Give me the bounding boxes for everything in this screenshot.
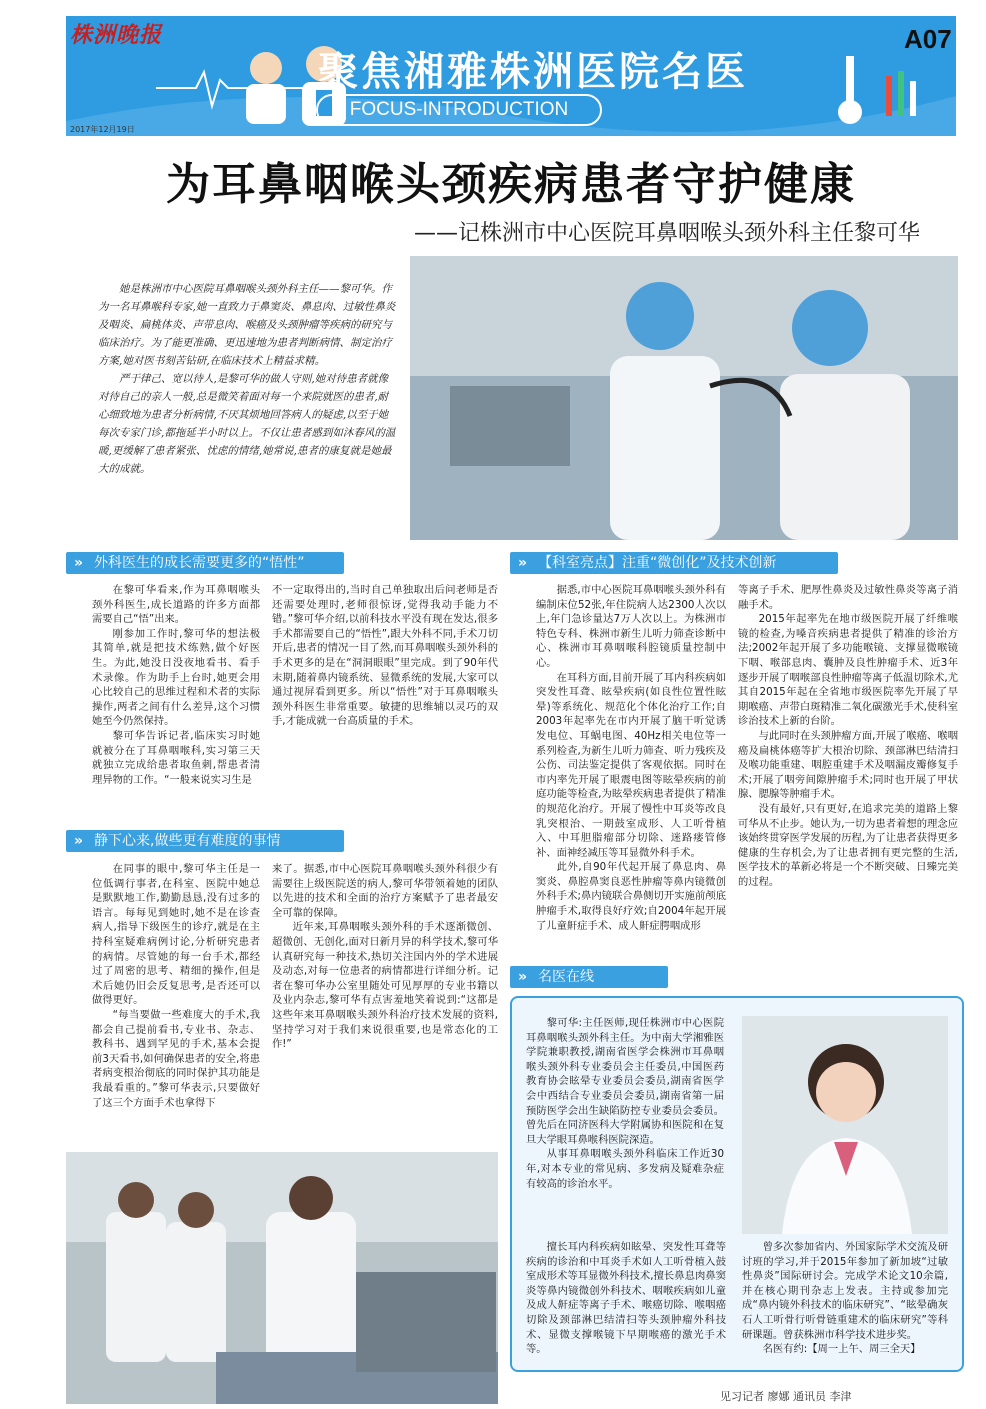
- page-number: A07: [904, 24, 952, 54]
- section-heading-doctor-online: » 名医在线: [510, 966, 668, 988]
- headline: 为耳鼻咽喉头颈疾病患者守护健康: [166, 159, 856, 210]
- section-calm-col2: [272, 862, 498, 1052]
- paragraph: 来了。据悉,市中心医院耳鼻咽喉头颈外科很少有需要往上级医院送的病人,黎可华带领着她的团队以先进的技术和全面的治疗方案赋予了患者最安全可靠的保障。: [272, 863, 498, 919]
- banner-title: 聚焦湘雅株洲医院名医: [318, 49, 748, 95]
- paragraph: 与此同时在头颈肿瘤方面,开展了喉癌、喉咽癌及扁桃体癌等扩大根治切除、颈部淋巴结清扫及喉功能重建、咽腔重建手术及咽漏皮瓣修复手术;开展了咽旁间隙肿瘤手术;同时也开展了甲状腺、腮腺等肿瘤手术。: [738, 729, 958, 801]
- paragraph: 2015年起率先在地市级医院开展了纤维喉镜的检查,为嗓音疾病患者提供了精准的诊治方法;2002年起开展了多功能喉镜、支撑显微喉镜下咽、喉部息肉、囊肿及良性肿瘤手术、近3年逐步开展了咽喉部良性肿瘤等离子低温切除术,尤其自2015年起在全省地市级医院率先开展了早期喉癌、声带白斑精准二氧化碳激光手术,使科室诊治技术上新的台阶。: [738, 613, 958, 728]
- byline-credit: 见习记者 廖娜 通讯员 李津: [720, 1390, 852, 1403]
- paragraph: 此外,自90年代起开展了鼻息肉、鼻窦炎、鼻腔鼻窦良恶性肿瘤等鼻内镜微创外科手术;鼻内镜联合鼻侧切开实施前颅底肿瘤手术,取得良好疗效;自2004年起开展了儿童鼾症手术、成人鼾症腭咽成形: [536, 861, 726, 932]
- banner-subtitle: FOCUS-INTRODUCTION: [316, 94, 602, 126]
- section-growth-col1: [92, 583, 260, 787]
- doctor-schedule: 名医有约:【周一上午、周三全天】: [762, 1343, 921, 1356]
- paragraph: 据悉,市中心医院耳鼻咽喉头颈外科有编制床位52张,年住院病人达2300人次以上,年门急诊量达7万人次以上。为株洲市特色专科、株洲市新生儿听力筛查诊断中心、株洲市耳鼻咽喉科腔镜质量控制中心。: [536, 584, 726, 669]
- paragraph: 没有最好,只有更好,在追求完美的道路上黎可华从不止步。她认为,一切为患者着想的理念应该始终贯穿医学发展的历程,为了让患者获得更多健康的生存机会,为了让患者拥有更完整的生活,医学技术的革新必将是一个不断突破、日臻完美的过程。: [738, 802, 958, 888]
- subheadline: ——记株洲市中心医院耳鼻咽喉头颈外科主任黎可华: [413, 221, 920, 246]
- doctor-specialties-text: [526, 1240, 726, 1357]
- intro-paragraph: 严于律己、宽以待人,是黎可华的做人守则,她对待患者就像对待自己的亲人一般,总是微笑着面对每一个来院就医的患者,耐心细致地为患者分析病情,不厌其烦地回答病人的疑虑,以至于她每次专家门诊,都拖延半小时以上。不仅让患者感到如沐春风的温暖,更缓解了患者紧张、忧虑的情绪,她常说,患者的康复就是她最大的成就。: [98, 373, 396, 475]
- section-heading-calm: » 静下心来,做些更有难度的事情: [66, 830, 344, 852]
- paragraph: 刚参加工作时,黎可华的想法极其简单,就是把技术练熟,做个好医生。为此,她没日没夜地看书、看手术录像。作为助手上台时,她更会用心比较自己的思维过程和术者的实际操作,两者之间有什么差异,这个习惯她至今仍然保持。: [92, 627, 260, 728]
- paragraph: 在黎可华看来,作为耳鼻咽喉头颈外科医生,成长道路的许多方面都需要自己“悟”出来。: [92, 584, 260, 626]
- paragraph: 在同事的眼中,黎可华主任是一位低调行事者,在科室、医院中她总是默默地工作,勤勤恳恳,没有过多的语言。每每见到她时,她不是在诊查病人,指导下级医生的诊疗,就是在主持科室疑难病例讨论,分析研究患者的病情。尽管她的每一台手术,都经过了周密的思考、精细的操作,但是术后她仍旧会反复思考,是否还可以做得更好。: [92, 863, 260, 1007]
- section-heading-department: » 【科室亮点】注重“微创化”及技术创新: [510, 552, 838, 574]
- paragraph: 在耳科方面,目前开展了耳内科疾病如突发性耳聋、眩晕疾病(如良性位置性眩晕)等系统化、规范化个体化治疗工作;自2003年起率先在市内开展了脑干听觉诱发电位、耳蜗电图、40Hz相关电位等一系列检查,为新生儿听力筛查、听力残疾及公伤、司法鉴定提供了客观依据。同时在市内率先开展了眼震电图等眩晕疾病的前庭功能等检查,为眩晕疾病患者提供了精准的规范化治疗。开展了慢性中耳炎等改良乳突根治、一期鼓室成形、人工听骨植入、中耳胆脂瘤部分切除、迷路瘘管修补、面神经减压等耳显微外科手术。: [536, 671, 726, 859]
- section-growth-col2: [272, 583, 498, 729]
- photo-doctor-portrait: [742, 1016, 948, 1234]
- section-department-col1: [536, 583, 726, 933]
- intro-paragraph: 她是株洲市中心医院耳鼻咽喉头颈外科主任——黎可华。作为一名耳鼻喉科专家,她一直致力于鼻窦炎、鼻息肉、过敏性鼻炎及咽炎、扁桃体炎、声带息肉、喉癌及头颈肿瘤等疾病的研究与临床治疗。为了能更准确、更迅速地为患者判断病情、制定治疗方案,她对医书刻苦钻研,在临床技术上精益求精。: [98, 283, 396, 367]
- photo-doctors-endoscope: [410, 256, 958, 540]
- doctor-academic-text: [742, 1240, 948, 1357]
- paragraph: 擅长耳内科疾病如眩晕、突发性耳聋等疾病的诊治和中耳炎手术如人工听骨植入鼓室成形术等耳显微外科技术,擅长鼻息肉鼻窦炎等鼻内镜微创外科技术、咽喉疾病如儿童及成人鼾症等离子手术、喉癌切除、喉咽癌切除及颈部淋巴结清扫等头颈肿瘤外科技术、显微支撑喉镜下早期喉癌的激光手术等。: [526, 1241, 726, 1356]
- paragraph: 不一定取得出的,当时自己单独取出后问老师是否还需要处理时,老师很惊讶,觉得我动手能力不错。”黎可华介绍,以前科技水平没有现在发达,很多手术都需要自己的“悟性”,跟大外科不同,手术刀切开后,患者的情况一目了然,而耳鼻咽喉头颈外科的手术更多的是在“洞洞眼眼”里完成。到了90年代末期,随着鼻内镜系统、显微系统的发展,大家可以通过视屏看到更多。所以“悟性”对于耳鼻咽喉头颈外科医生非常重要。敏捷的思维辅以灵巧的双手,才能成就一台高质量的手术。: [272, 584, 498, 728]
- paragraph: 从事耳鼻咽喉头颈外科临床工作近30年,对本专业的常见病、多发病及疑难杂症有较高的诊治水平。: [526, 1148, 724, 1190]
- section-calm-col1: [92, 862, 260, 1110]
- section-heading-growth: » 外科医生的成长需要更多的“悟性”: [66, 552, 344, 574]
- paragraph: 黎可华告诉记者,临床实习时她就被分在了耳鼻咽喉科,实习第三天就独立完成给患者取鱼刺,帮患者清理异物的工作。“一般来说实习生是: [92, 729, 260, 786]
- masthead: 株洲晚报: [70, 22, 163, 48]
- paragraph: 黎可华:主任医师,现任株洲市中心医院耳鼻咽喉头颈外科主任。为中南大学湘雅医学院兼职教授,湖南省医学会株洲市耳鼻咽喉头颈外科专业委员会主任委员,中国医药教育协会眩晕专业委员会委员,湖南省医学会中西结合专业委员会委员,湖南省第一届预防医学会出生缺陷防控专业委员会委员。曾先后在同济医科大学附属协和医院和在复旦大学眼耳鼻喉科医院深造。: [526, 1017, 724, 1146]
- section-department-col2: [738, 583, 958, 889]
- intro-text: [98, 280, 398, 478]
- doctor-profile-text: [526, 1016, 724, 1191]
- paragraph: 曾多次参加省内、外国家际学术交流及研讨班的学习,并于2015年参加了新加坡“过敏性鼻炎”国际研讨会。完成学术论文10余篇,并在核心期刊杂志上发表。主持或参加完成“鼻内镜外科技术的临床研究”、“眩晕确灰石人工听骨行听骨链重建术的临床研究”等科研课题。曾获株洲市科学技术进步奖。: [742, 1241, 948, 1341]
- paragraph: “每当要做一些难度大的手术,我都会自己提前看书,专业书、杂志、教科书、遇到罕见的手术,基本会提前3天看书,如何确保患者的安全,将患者病变根治彻底的同时保护其功能是我最看重的。”黎可华表示,只要做好了这三个方面手术也拿得下: [92, 1008, 260, 1109]
- paragraph: 近年来,耳鼻咽喉头颈外科的手术逐渐微创、超微创、无创化,面对日新月异的科学技术,黎可华认真研究每一种技术,热切关注国内外的学术进展及动态,对每一位患者的病情都进行详细分析。记者在黎可华办公室里随处可见厚厚的专业书籍以及业内杂志,黎可华有点害羞地笑着说到:“这都是这些年来耳鼻咽喉头颈外科治疗技术发展的资料,坚持学习对于我们来说很重要,也是常态化的工作!”: [272, 921, 498, 1051]
- photo-surgery-team: [66, 1152, 498, 1404]
- issue-date: 2017年12月19日: [70, 125, 135, 134]
- paragraph: 等离子手术、肥厚性鼻炎及过敏性鼻炎等离子消融手术。: [738, 584, 958, 611]
